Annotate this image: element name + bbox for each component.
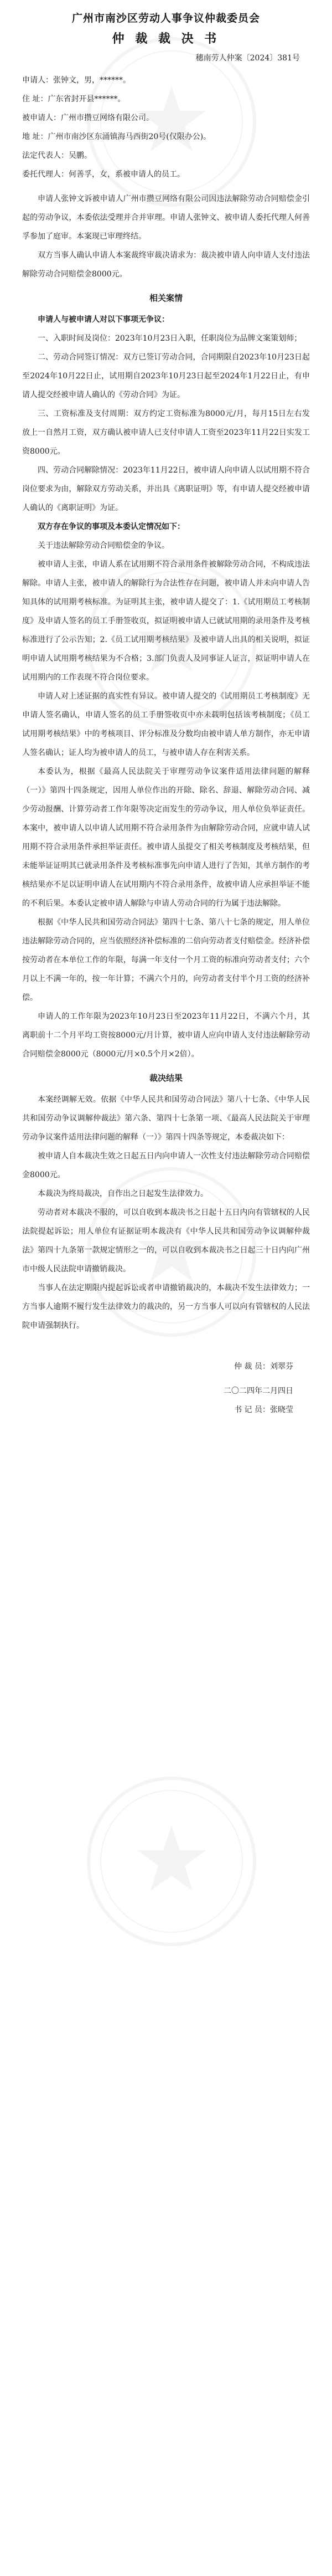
fact-item: 一、入职时间及岗位：2023年10月23日入职，任职岗位为品牌文案策划师； bbox=[38, 334, 302, 343]
ruling-paragraph: 劳动者对本裁决不服的，可以自收到本裁决书之日起十五日内向有管辖权的人民法院提起诉讼；用人单位有证据证明本裁决有《中华人民共和国劳动争议调解仲裁法》第四十九条第一款规定情形之一的，可以自收到本裁决书之日起三十日内向广州市中级人民法院申请撤销裁决。 bbox=[22, 1208, 310, 1274]
issue-date: 二〇二四年二月四日 bbox=[224, 1387, 293, 1395]
section-heading-ruling: 裁决结果 bbox=[149, 1073, 183, 1083]
party-line: 被申请人：广州市攒豆网络有限公司。 bbox=[22, 114, 154, 122]
party-line: 住 址：广东省封开县******。 bbox=[22, 95, 126, 104]
intro-paragraph: 申请人张钟文诉被申请人广州市攒豆网络有限公司因违法解除劳动合同赔偿金引起的劳动争议，本委依法受理并合并审理。申请人张钟文、被申请人委托代理人何善孚参加了庭审。本案现已审理终结。 bbox=[22, 194, 310, 241]
subheading-disputed: 双方存在争议的事项及本委认定情况如下： bbox=[38, 522, 185, 531]
section-heading-facts: 相关案情 bbox=[149, 293, 183, 303]
ruling-paragraph: 被申请人自本裁决生效之日起五日内向申请人一次性支付违法解除劳动合同赔偿金8000元。 bbox=[22, 1152, 310, 1179]
party-line: 申请人：张钟文，男，******。 bbox=[22, 76, 131, 85]
fact-item: 四、劳动合同解除情况：2023年11月22日，被申请人向申请人以试用期不符合岗位要求为由，解除双方劳动关系，并出具《离职证明》等，有申请人提交经被申请人确认的《离职证明》为证。 bbox=[22, 466, 310, 512]
document-title: 仲 裁 裁 决 书 bbox=[112, 32, 220, 46]
party-line: 委托代理人：何善孚，女，系被申请人的员工。 bbox=[22, 170, 185, 179]
clerk-signature: 书 记 员：张晓莹 bbox=[234, 1405, 293, 1414]
committee-name: 广州市南沙区劳动人事争议仲裁委员会 bbox=[71, 12, 260, 24]
fact-item: 二、劳动合同签订情况：双方已签订劳动合同，合同期限自2023年10月23日起至2024年10月22日止，试用期自2023年10月23日起至2024年1月22日止，有申请人提交经被申请人确认的《劳动合同》为证。 bbox=[22, 353, 310, 399]
dispute-paragraph: 申请人对上述证据的真实性有异议。被申请人提交的《试用期员工考核制度》无申请人签名确认，申请人签名的员工手册签收页中亦未载明包括该考核制度；《员工试用期考核结果》中的考核项目、评分标准及分数均由被申请人单方制作，亦无申请人签名确认；证人均为被申请人的员工，与被申请人存在利害关系。 bbox=[22, 692, 310, 757]
intro-paragraph: 双方当事人确认申请人本案裁终审裁决请求为：裁决被申请人向申请人支付违法解除劳动合同赔偿金8000元。 bbox=[22, 251, 310, 279]
watermark-seal bbox=[83, 1773, 260, 1950]
party-line: 地 址：广州市南沙区东涌镇海马西街20号(仅限办公)。 bbox=[22, 132, 211, 141]
dispute-paragraph: 关于违法解除劳动合同赔偿金的争议。 bbox=[38, 541, 169, 550]
party-line: 法定代表人：吴鹏。 bbox=[22, 151, 92, 160]
ruling-paragraph: 本裁决为终局裁决，自作出之日起发生法律效力。 bbox=[38, 1189, 208, 1198]
ruling-paragraph: 当事人在法定期限内提起诉讼或者申请撤销裁决的，本裁决不发生法律效力；一方当事人逾期不履行发生法律效力的裁决的，另一方当事人可以向有管辖权的人民法院申请强制执行。 bbox=[22, 1284, 310, 1330]
ruling-paragraph: 本案经调解无效。依据《中华人民共和国劳动合同法》第八十七条、《中华人民共和国劳动争议调解仲裁法》第六条、第四十七条第一项、《最高人民法院关于审理劳动争议案件适用法律问题的解释（一）》第四十四条等规定，本委裁决如下： bbox=[22, 1095, 310, 1142]
party-list bbox=[22, 71, 310, 184]
dispute-paragraph: 申请人的工作年限为2023年10月23日至2023年11月22日，不满六个月，其离职前十二个月平均工资按8000元/月计算，被申请人应向申请人支付违法解除劳动合同赔偿金8000元（8000元/月×0.5个月×2倍）。 bbox=[22, 1012, 310, 1059]
dispute-paragraph: 本委认为，根据《最高人民法院关于审理劳动争议案件适用法律问题的解释（一）》第四十四条规定，因用人单位作出的开除、除名、辞退、解除劳动合同、减少劳动报酬、计算劳动者工作年限等决定而发生的劳动争议，用人单位负举证责任。本案中，被申请人以申请人试用期不符合录用条件为由解除劳动合同，应就申请人试用期不符合录用条件承担举证责任。被申请人虽提交了相关考核制度及考核结果，但未能举证证明其已就录用条件及考核标准事先向申请人进行了告知，其单方制作的考核结果亦不足以证明申请人在试用期内不符合录用条件，故被申请人应承担举证不能的不利后果。本委认定被申请人解除与申请人劳动合同的行为属于违法解除。 bbox=[22, 767, 310, 908]
case-number: 穗南劳人仲案〔2024〕381号 bbox=[195, 54, 300, 63]
subheading-undisputed: 申请人与被申请人对以下事项无争议： bbox=[38, 315, 169, 324]
dispute-paragraph: 根据《中华人民共和国劳动合同法》第四十七条、第八十七条的规定，用人单位违法解除劳动合同的，应当依照经济补偿标准的二倍向劳动者支付赔偿金。经济补偿按劳动者在本单位工作的年限，每满一年支付一个月工资的标准向劳动者支付；六个月以上不满一年的，按一年计算；不满六个月的，向劳动者支付半个月工资的经济补偿。 bbox=[22, 918, 310, 1002]
dispute-paragraph: 被申请人主张，申请人系在试用期不符合录用条件被解除劳动合同，不构成违法解除。申请人主张，被申请人的解除行为合法性存在问题，被申请人并未向申请人告知具体的试用期考核标准。为证明其主张，被申请人提交了：1.《试用期员工考核制度》及申请人签名的员工手册签收页，拟证明被申请人已就试用期的录用条件及考核标准进行了公示告知；2.《员工试用期考核结果》及被申请人出具的相关说明，拟证明申请人试用期考核结果为不合格；3.部门负责人及同事证人证言，拟证明申请人在试用期内的工作表现不符合岗位要求。 bbox=[22, 560, 310, 682]
arbitrator-signature: 仲 裁 员：刘翠芬 bbox=[234, 1362, 293, 1371]
fact-item: 三、工资标准及支付周期：双方约定工资标准为8000元/月，每月15日左右发放上一自然月工资，双方确认被申请人已支付申请人工资至2023年11月22日实发工资8000元。 bbox=[22, 409, 310, 456]
